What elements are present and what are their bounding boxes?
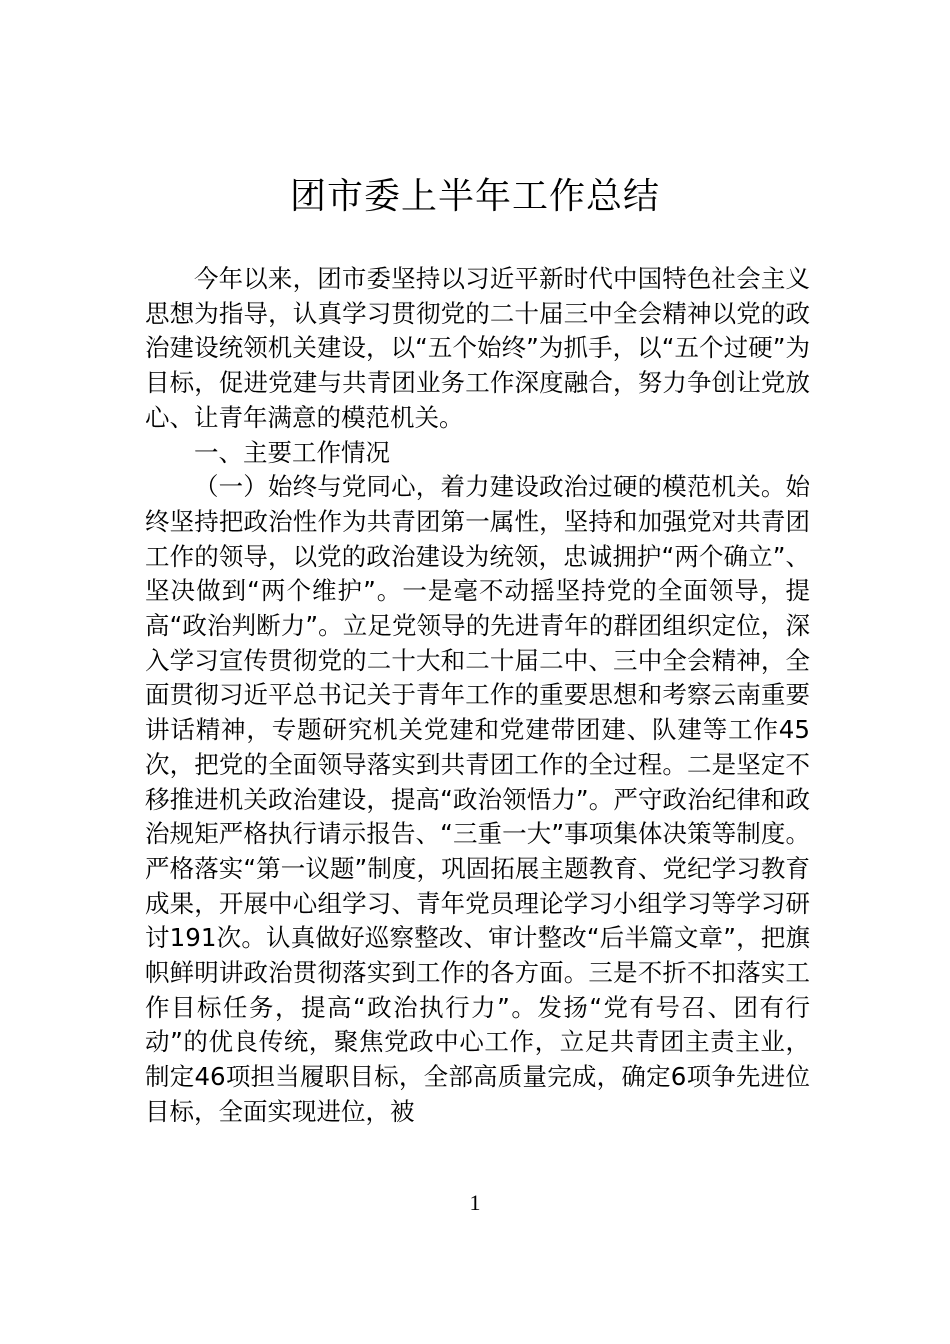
document-title: 团市委上半年工作总结 [289,176,660,217]
body-paragraph: （一）始终与党同心，着力建设政治过硬的模范机关。始终坚持把政治性作为共青团第一属性，坚持和加强党对共青团工作的领导，以党的政治建设为统领，忠诚拥护“两个确立”、坚决做到“两个维护”。一是毫不动摇坚持党的全面领导，提高“政治判断力”。立足党领导的先进青年的群团组织定位，深入学习宣传贯彻党的二十大和二十届二中、三中全会精神，全面贯彻习近平总书记关于青年工作的重要思想和考察云南重要讲话精神，专题研究机关党建和党建带团建、队建等工作45次，把党的全面领导落实到共青团工作的全过程。二是坚定不移推进机关政治建设，提高“政治领悟力”。严守政治纪律和政治规矩严格执行请示报告、“三重一大”事项集体决策等制度。严格落实“第一议题”制度，巩固拓展主题教育、党纪学习教育成果，开展中心组学习、青年党员理论学习小组学习等学习研讨191次。认真做好巡察整改、审计整改“后半篇文章”，把旗帜鲜明讲政治贯彻落实到工作的各方面。三是不折不扣落实工作目标任务，提高“政治执行力”。发扬“党有号召、团有行动”的优良传统，聚焦党政中心工作，立足共青团主责主业，制定46项担当履职目标，全部高质量完成，确定6项争先进位目标，全面实现进位，被 [145,472,810,1126]
document-body [145,262,810,1130]
section-heading: 一、主要工作情况 [194,437,390,467]
intro-paragraph: 今年以来，团市委坚持以习近平新时代中国特色社会主义思想为指导，认真学习贯彻党的二十届三中全会精神以党的政治建设统领机关建设，以“五个始终”为抓手，以“五个过硬”为目标，促进党建与共青团业务工作深度融合，努力争创让党放心、让青年满意的模范机关。 [145,264,810,432]
page-number: 1 [469,1190,481,1215]
